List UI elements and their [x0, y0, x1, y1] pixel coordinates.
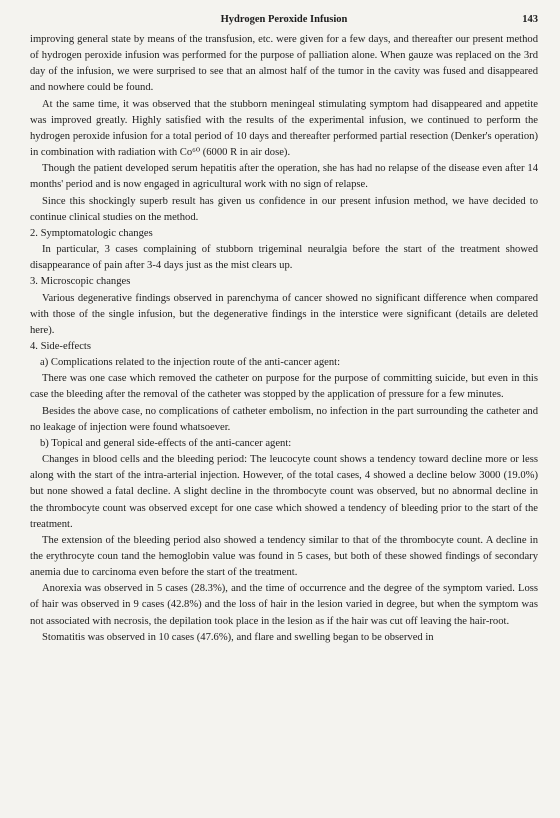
section-heading: 2. Symptomatologic changes	[30, 227, 153, 239]
subsection-heading: a) Complications related to the injection route of the anti-cancer agent:	[40, 357, 341, 369]
paragraph: Anorexia was observed in 5 cases (28.3%), and the time of occurrence and the degree of the symptom varied. Loss of hair was observed in 9 cases (42.8%) and the loss of hair in the lesion varied in degree, but when the symptom was not associated with necrosis, the depilation took place in the lesion as if the hair was cut off leaving the hair-root.	[30, 583, 538, 627]
page-number: 143	[522, 14, 538, 25]
paragraph: At the same time, it was observed that the stubborn meningeal stimulating symptom had disappeared and appetite was improved greatly. Highly satisfied with the results of the experimental infusion, we continued to perform the hydrogen peroxide infusion for a total period of 10 days and thereafter performed partial resection (Denker's operation) in combination with radiation with Co⁶⁰ (6000 R in air dose).	[30, 98, 538, 159]
paragraph: Changes in blood cells and the bleeding period: The leucocyte count shows a tendency toward decline more or less along with the start of the intra-arterial injection. However, of the total cases, 4 showed a decline below 3000 (19.0%) but none showed a fatal decline. A slight decline in the thrombocyte count was observed, but no abnormal decline in the thrombocyte count was observed except for one case which showed a tendency of bleeding prior to the start of the treatment.	[30, 454, 538, 530]
section-heading: 3. Microscopic changes	[30, 276, 131, 288]
paragraph: Stomatitis was observed in 10 cases (47.6%), and flare and swelling began to be observed in	[42, 631, 434, 643]
paragraph: The extension of the bleeding period also showed a tendency similar to that of the thrombocyte count. A decline in the erythrocyte coun tand the hemoglobin value was found in 5 cases, but both of these showed findings of secondary anemia due to carcinoma even before the start of the treatment.	[30, 534, 538, 579]
paragraph: Since this shockingly superb result has given us confidence in our present infusion method, we have decided to continue clinical studies on the method.	[30, 195, 538, 223]
paragraph: Though the patient developed serum hepatitis after the operation, she has had no relapse of the disease even after 14 months' period and is now engaged in agricultural work with no sign of relapse.	[30, 163, 538, 191]
subsection-heading: b) Topical and general side-effects of the anti-cancer agent:	[40, 437, 292, 449]
running-title: Hydrogen Peroxide Infusion	[220, 14, 348, 25]
section-heading: 4. Side-effects	[30, 340, 91, 352]
paragraph: Besides the above case, no complications of catheter embolism, no infection in the part surrounding the catheter and no leakage of injection were found whatsoever.	[30, 405, 538, 433]
body-text	[30, 32, 538, 646]
paragraph: There was one case which removed the catheter on purpose for the purpose of committing suicide, but even in this case the bleeding after the removal of the catheter was stopped by the application of pressure for a few minutes.	[30, 373, 538, 401]
paragraph: In particular, 3 cases complaining of stubborn trigeminal neuralgia before the start of the treatment showed disappearance of pain after 3-4 days just as the mist clears up.	[30, 244, 538, 272]
page-header	[30, 10, 538, 32]
paragraph-continuation: improving general state by means of the transfusion, etc. were given for a few days, and thereafter our present method of hydrogen peroxide infusion was performed for the purpose of palliation alone. When gauze was replaced on the 3rd day of the infusion, we were surprised to see that an almost half of the tumor in the cavity was fused and disappeared and nowhere could be found.	[30, 34, 538, 94]
paragraph: Various degenerative findings observed in parenchyma of cancer showed no significant difference when compared with those of the single infusion, but the degenerative findings in the interstice were significant (details are deleted here).	[30, 292, 538, 336]
